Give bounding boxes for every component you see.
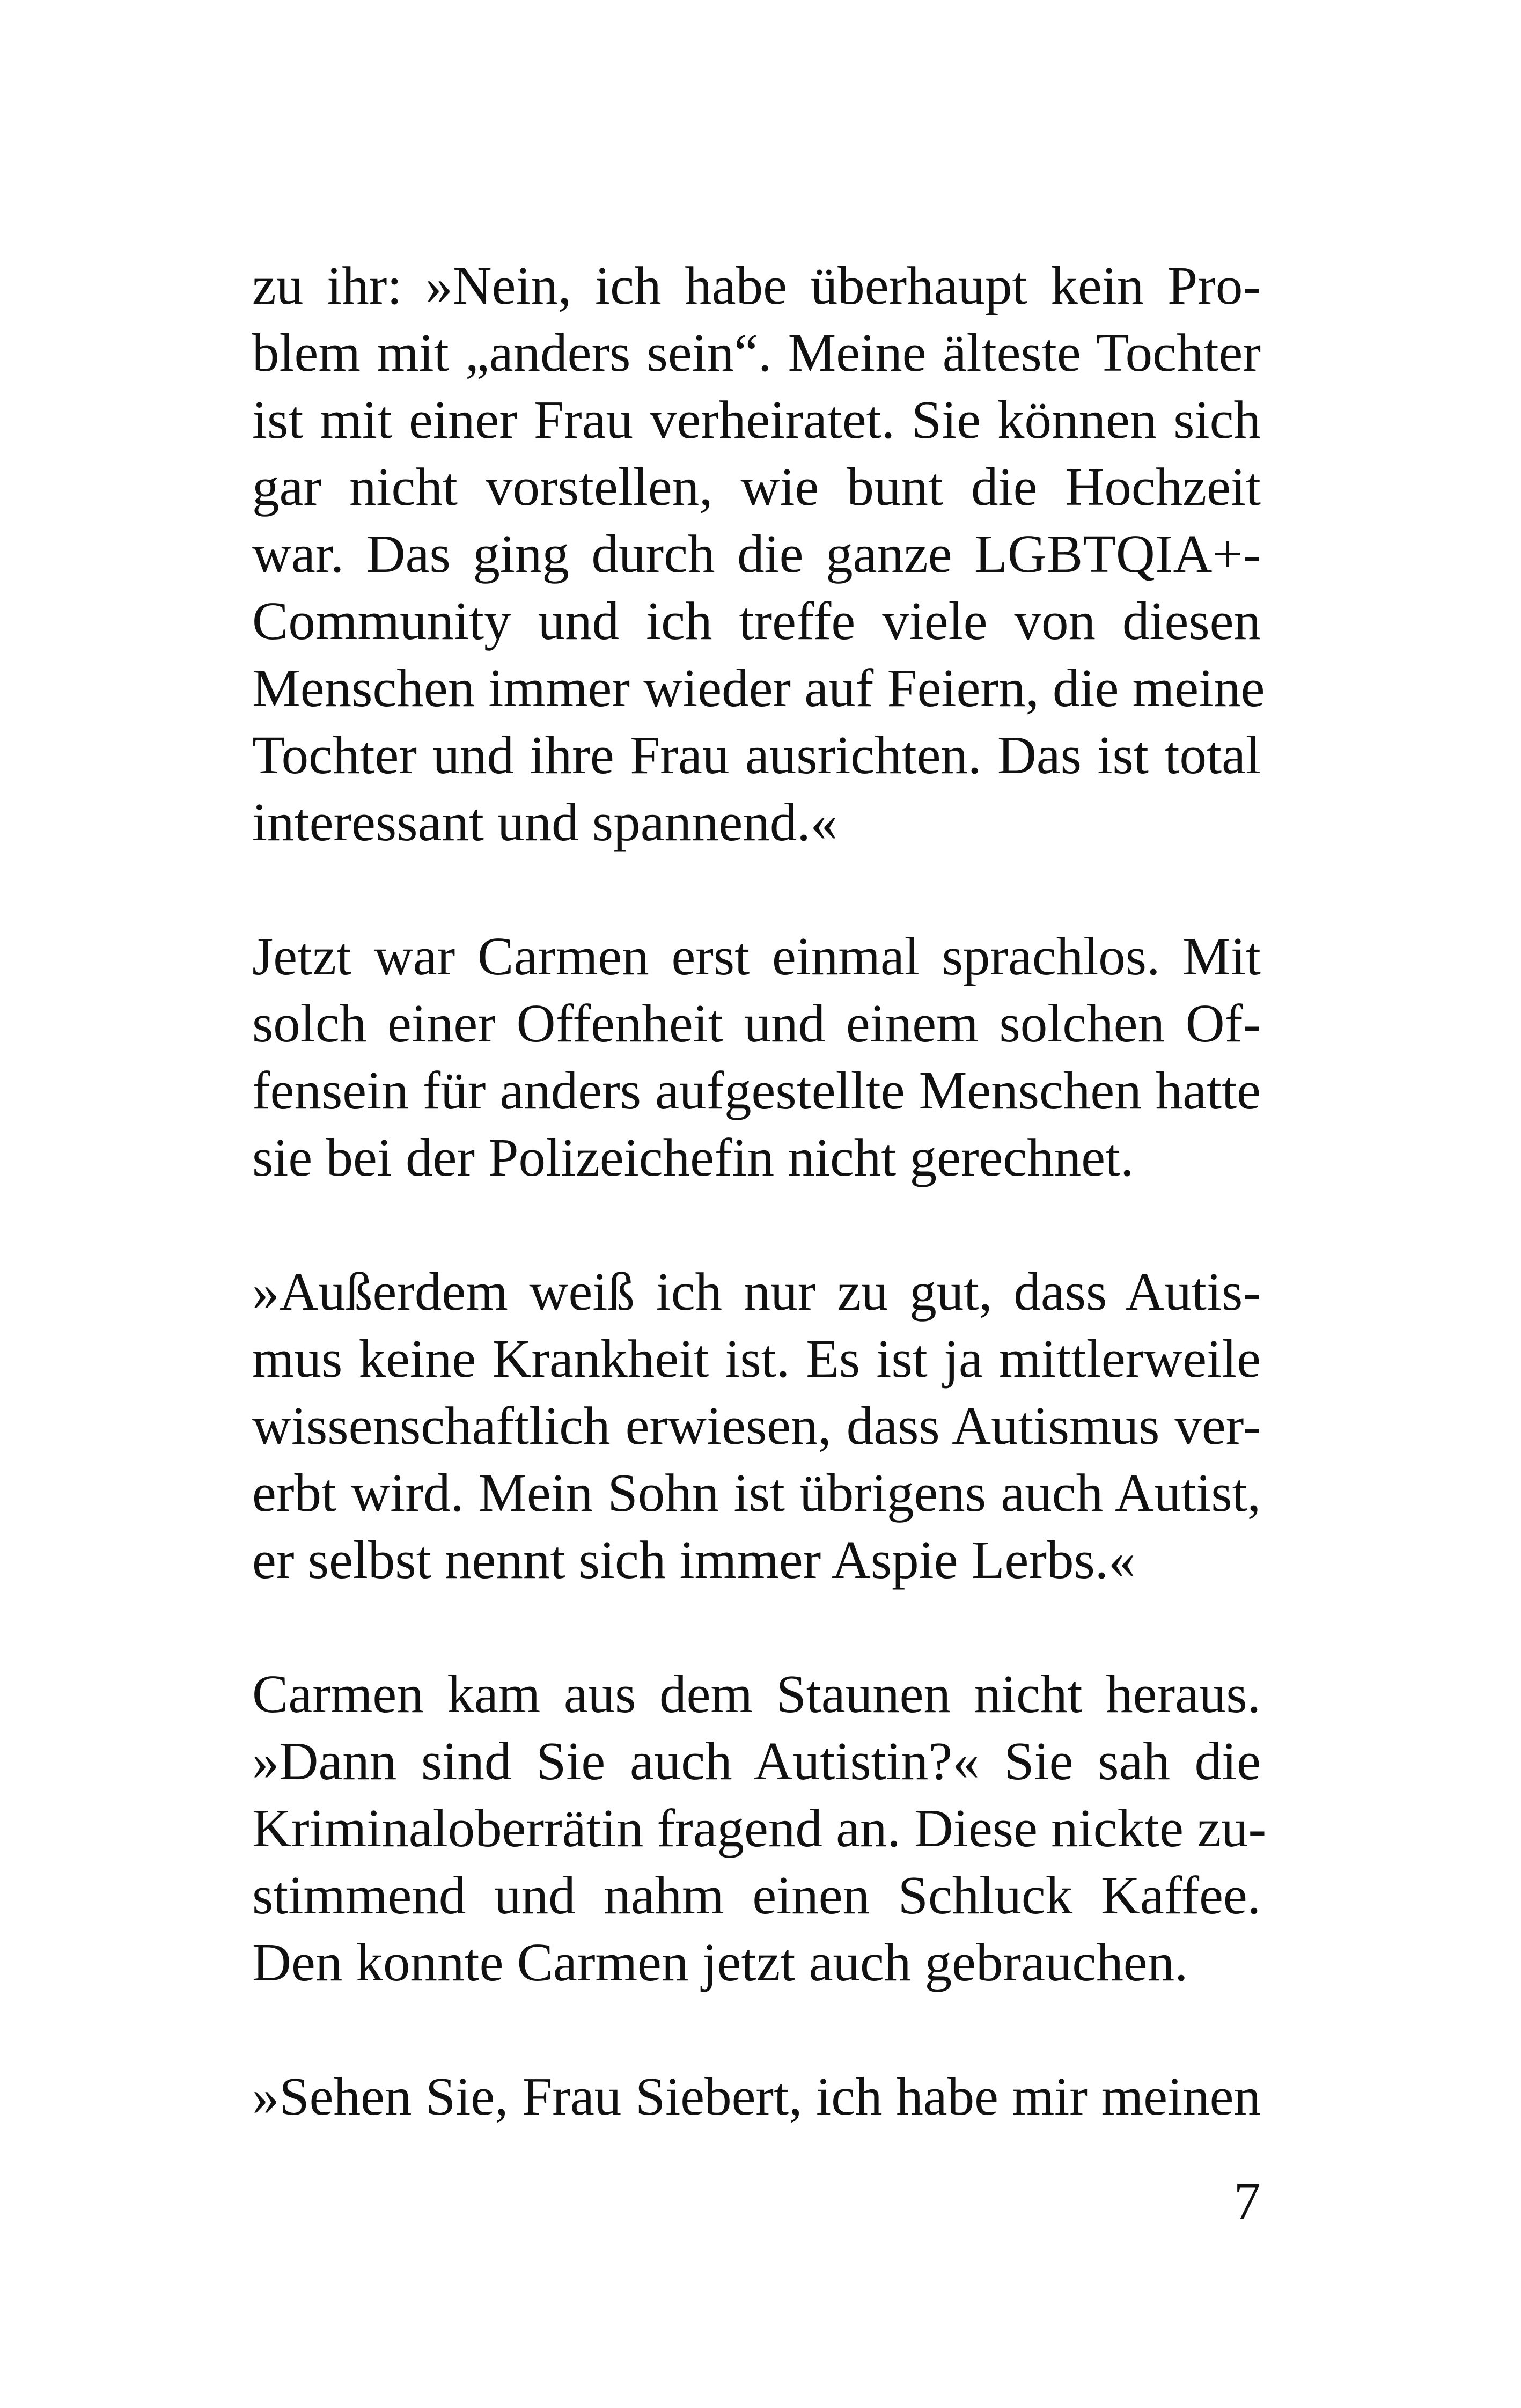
paragraph-spacer [252, 856, 1261, 923]
paragraph-5 [252, 2063, 1261, 2130]
text-line: Carmen kam aus dem Staunen nicht heraus. [252, 1664, 1261, 1724]
paragraph-2 [252, 923, 1261, 1191]
text-line: »Sehen Sie, Frau Siebert, ich habe mir meinen [252, 2066, 1261, 2126]
text-line: sie bei der Polizeichefin nicht gerechnet. [252, 1127, 1134, 1187]
paragraph-1 [252, 252, 1265, 856]
text-line: Jetzt war Carmen erst einmal sprachlos. Mit [252, 926, 1261, 986]
text-line: Kriminaloberrätin fragend an. Diese nickte zu- [252, 1798, 1267, 1858]
text-line: wissenschaftlich erwiesen, dass Autismus ver- [252, 1396, 1261, 1456]
paragraph-spacer [252, 1996, 1261, 2063]
text-line: war. Das ging durch die ganze LGBTQIA+- [252, 524, 1261, 584]
text-line: mus keine Krankheit ist. Es ist ja mittlerweile [252, 1328, 1261, 1389]
paragraph-spacer [252, 1191, 1261, 1258]
paragraph-spacer [252, 1594, 1261, 1661]
text-line: blem mit „anders sein“. Meine älteste Tochter [252, 322, 1261, 383]
text-line: er selbst nennt sich immer Aspie Lerbs.« [252, 1530, 1136, 1590]
text-line: Den konnte Carmen jetzt auch gebrauchen. [252, 1932, 1188, 1992]
text-line: stimmend und nahm einen Schluck Kaffee. [252, 1865, 1261, 1925]
text-line: zu ihr: »Nein, ich habe überhaupt kein Pro- [252, 255, 1261, 315]
text-line: »Außerdem weiß ich nur zu gut, dass Autis- [252, 1261, 1261, 1322]
paragraph-4 [252, 1661, 1267, 1996]
paragraph-3 [252, 1258, 1261, 1594]
text-line: fensein für anders aufgestellte Menschen hatte [252, 1060, 1261, 1120]
text-line: interessant und spannend.« [252, 792, 838, 852]
page-number: 7 [1233, 2171, 1261, 2231]
text-line: solch einer Offenheit und einem solchen Of- [252, 993, 1261, 1053]
text-line: Community und ich treffe viele von diesen [252, 591, 1261, 651]
text-line: »Dann sind Sie auch Autistin?« Sie sah die [252, 1731, 1261, 1791]
text-line: ist mit einer Frau verheiratet. Sie können sich [252, 390, 1261, 450]
body-text [252, 252, 1267, 2130]
text-line: Menschen immer wieder auf Feiern, die meine [252, 658, 1265, 718]
text-line: erbt wird. Mein Sohn ist übrigens auch Autist, [252, 1463, 1261, 1523]
text-line: Tochter und ihre Frau ausrichten. Das ist total [252, 725, 1261, 785]
text-line: gar nicht vorstellen, wie bunt die Hochzeit [252, 457, 1261, 517]
